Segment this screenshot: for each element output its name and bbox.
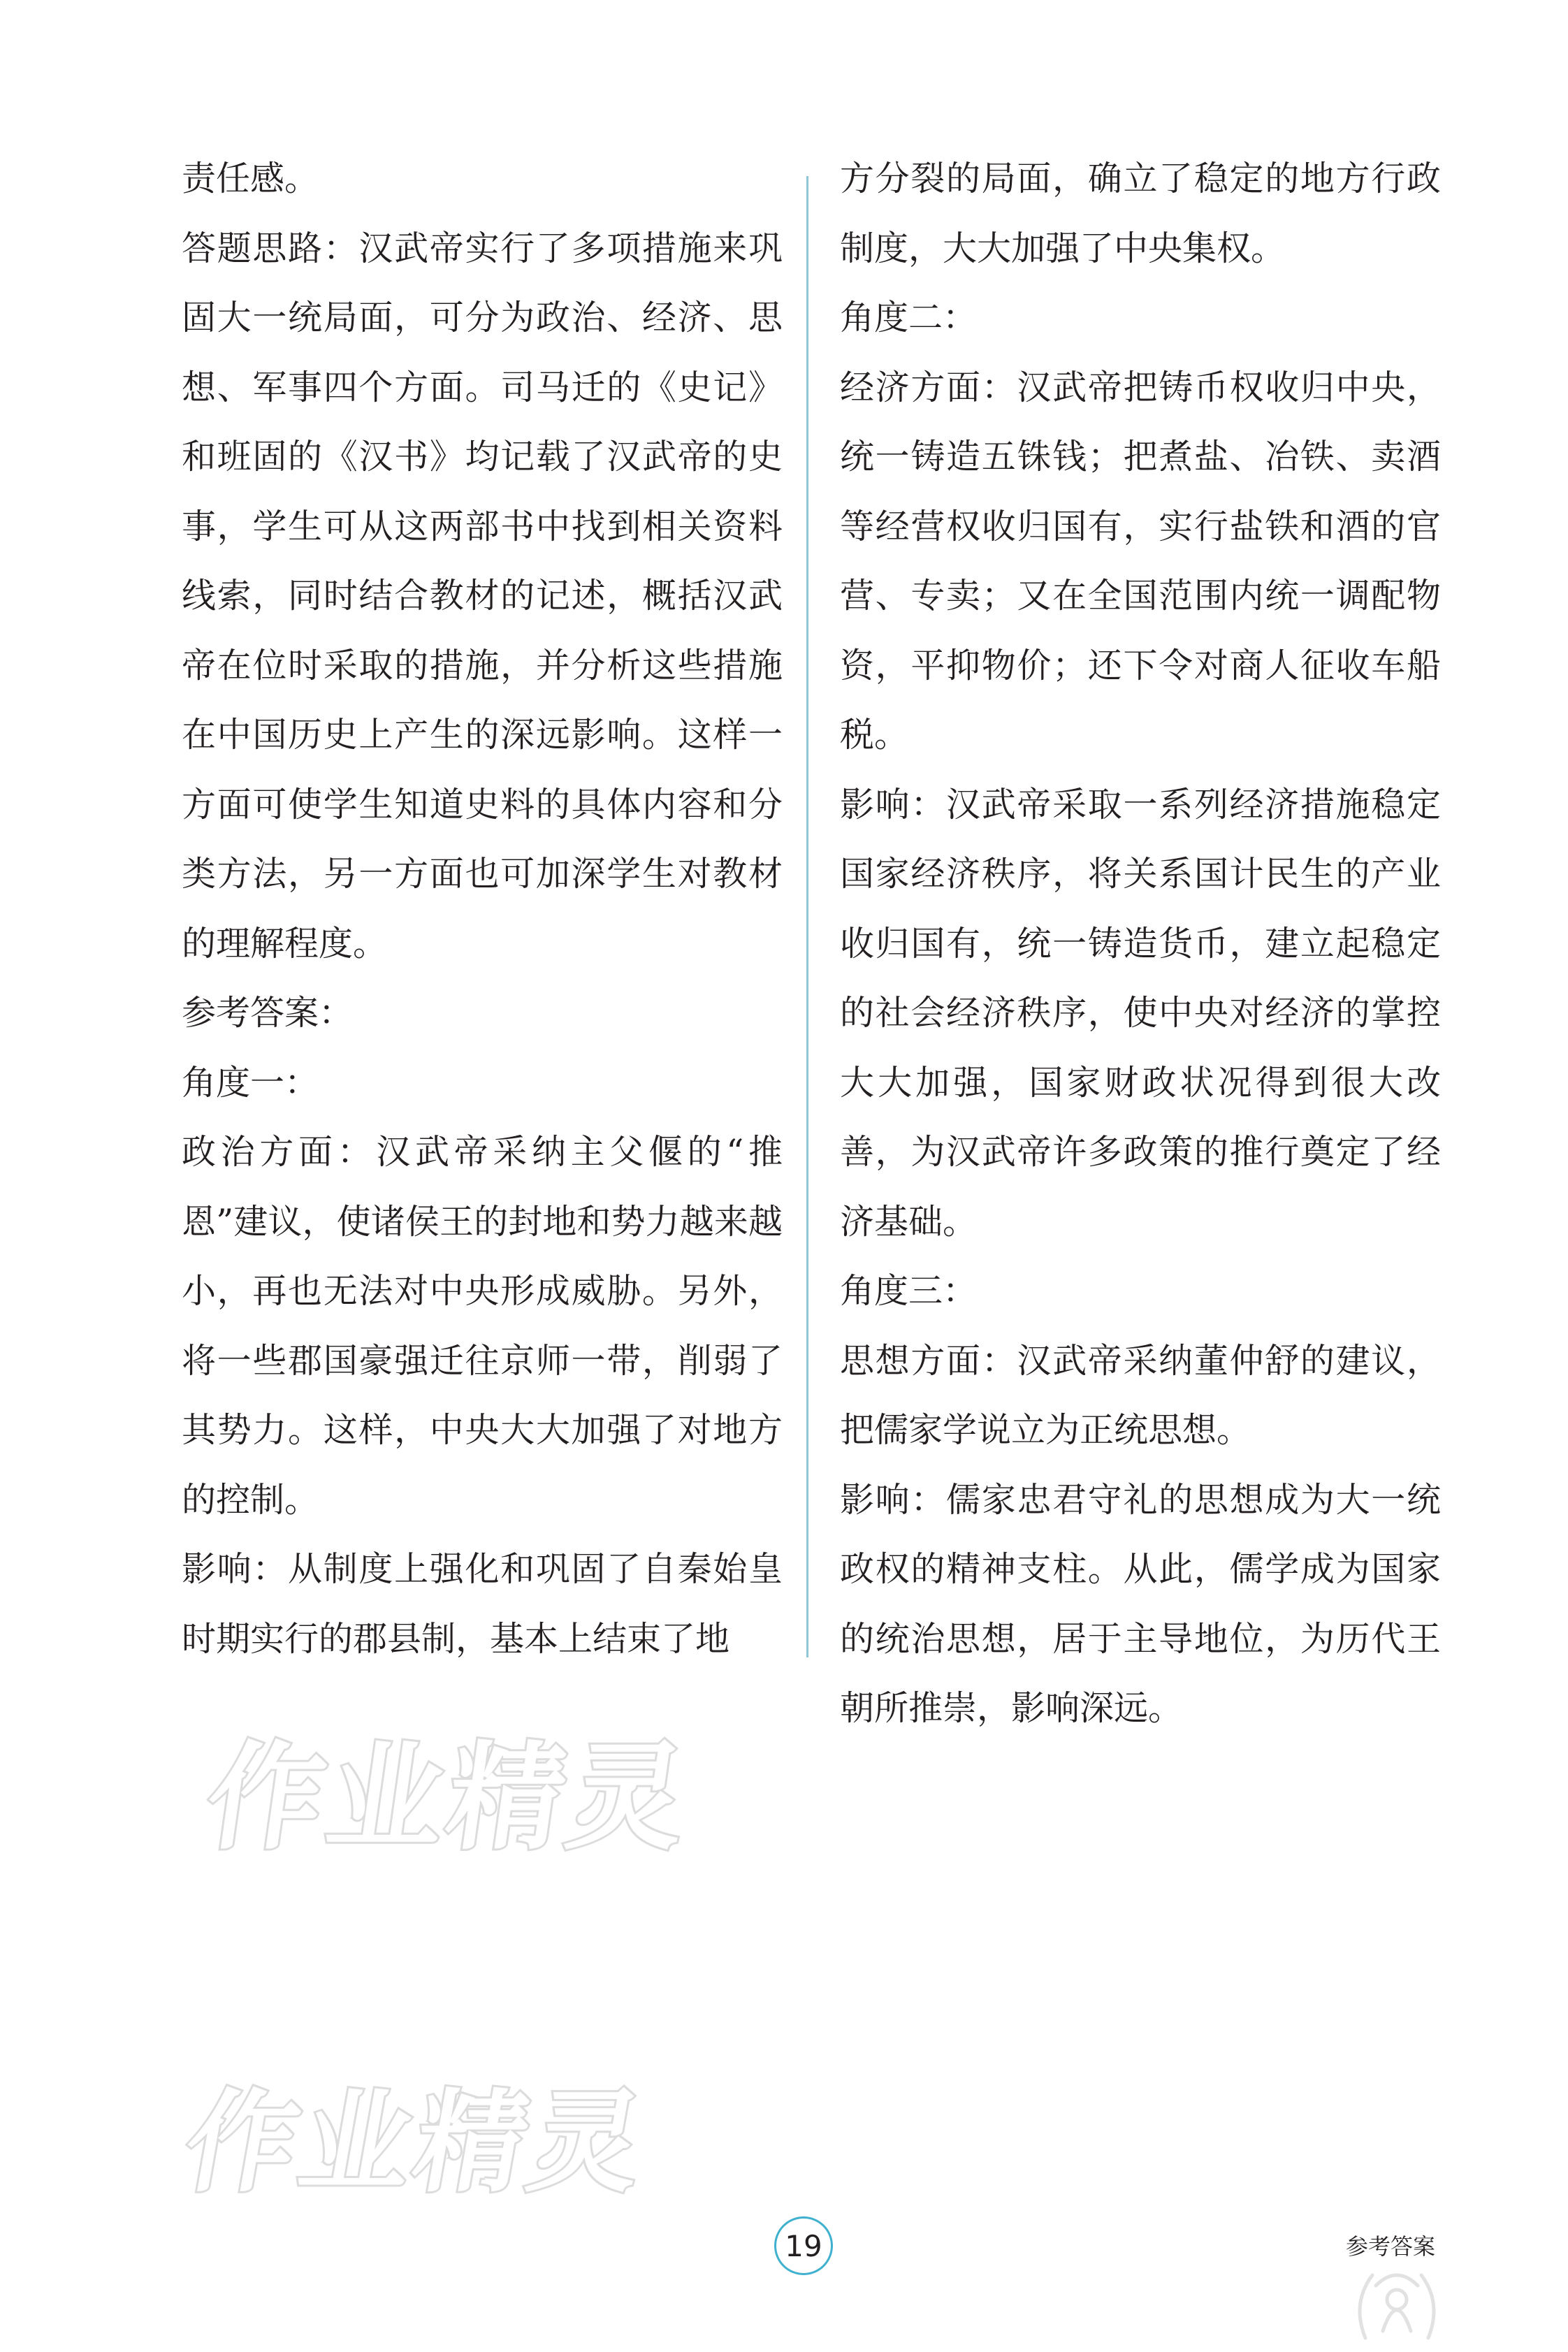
paragraph: 答题思路：汉武帝实行了多项措施来巩固大一统局面，可分为政治、经济、思想、军事四个方面。司马迁的《史记》和班固的《汉书》均记载了汉武帝的史事，学生可从这两部书中找到相关资料线索，同时结合教材的记述，概括汉武帝在位时采取的措施，并分析这些措施在中国历史上产生的深远影响。这样一方面可使学生知道史料的具体内容和分类方法，另一方面也可加深学生对教材的理解程度。 [182, 228, 783, 964]
paragraph: 责任感。 [182, 159, 319, 198]
left-column [182, 144, 783, 1674]
paragraph: 影响：儒家忠君守礼的思想成为大一统政权的精神支柱。从此，儒学成为国家的统治思想，居于主导地位，为历代王朝所推崇，影响深远。 [840, 1479, 1441, 1728]
footer-label: 参考答案 [1346, 2233, 1436, 2260]
paragraph: 角度三： [840, 1271, 978, 1311]
paragraph: 参考答案： [182, 993, 354, 1033]
paragraph: 政治方面：汉武帝采纳主父偃的“推恩”建议，使诸侯王的封地和势力越来越小，再也无法对中央形成威胁。另外，将一些郡国豪强迁往京师一带，削弱了其势力。这样，中央大大加强了对地方的控制。 [182, 1132, 783, 1520]
page-number [774, 2216, 833, 2275]
corner-logo-icon [1344, 2261, 1449, 2345]
paragraph: 方分裂的局面，确立了稳定的地方行政制度，大大加强了中央集权。 [840, 159, 1441, 268]
watermark: 作业精灵 [175, 2079, 657, 2207]
paragraph: 影响：汉武帝采取一系列经济措施稳定国家经济秩序，将关系国计民生的产业收归国有，统一铸造货币，建立起稳定的社会经济秩序，使中央对经济的掌控大大加强，国家财政状况得到很大改善，为汉武帝许多政策的推行奠定了经济基础。 [840, 784, 1441, 1242]
paragraph: 角度一： [182, 1062, 319, 1103]
column-divider [806, 176, 808, 1657]
paragraph: 角度二： [840, 298, 978, 337]
page-number-text: 19 [785, 2228, 822, 2263]
watermark: 作业精灵 [198, 1731, 699, 1866]
paragraph: 影响：从制度上强化和巩固了自秦始皇时期实行的郡县制，基本上结束了地 [182, 1549, 783, 1659]
paragraph: 思想方面：汉武帝采纳董仲舒的建议，把儒家学说立为正统思想。 [840, 1340, 1441, 1450]
right-column [840, 144, 1441, 1743]
paragraph: 经济方面：汉武帝把铸币权收归中央，统一铸造五铢钱；把煮盐、冶铁、卖酒等经营权收归国有，实行盐铁和酒的官营、专卖；又在全国范围内统一调配物资，平抑物价；还下令对商人征收车船税。 [840, 367, 1441, 755]
